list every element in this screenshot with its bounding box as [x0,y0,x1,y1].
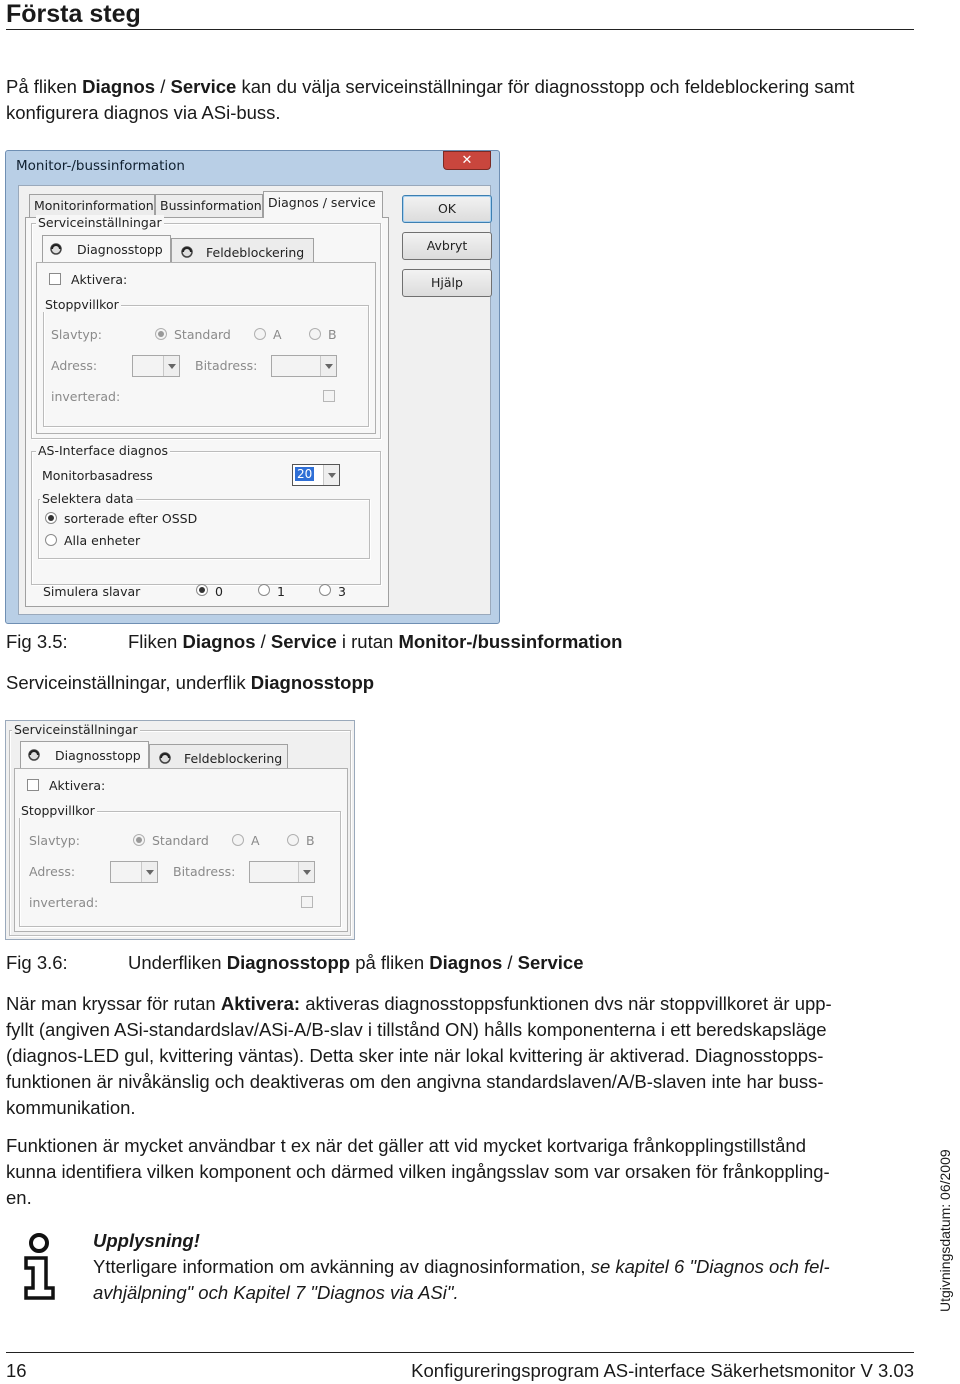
chevron-down-icon [320,356,336,376]
all-units-label: Alla enheter [64,533,141,548]
sort-ossd-label: sorterade efter OSSD [64,511,198,526]
diagnosstopp-panel [36,262,376,434]
adress-select[interactable] [132,355,180,377]
sub-intro: Serviceinställningar, underflik Diagnosstopp [6,672,375,693]
diagnosstopp-panel [14,768,348,932]
inverterad-label: inverterad: [29,895,99,910]
paragraph-activate: När man kryssar för rutan Aktivera: aktiveras diagnosstoppsfunktionen dvs när stoppvillkoret är upp- fyllt (angiven ASi-standardslav/ASi-A/B-slav i tillstånd ON) hålls komponenterna i ett beredskapsläge (diagnos-LED gul, kvittering väntas). Detta sker inte när lokal kvittering är aktiverad. Diagnosstopps- funktionen är nivåkänslig och deaktiveras om den angivna standardslaven/A/B-slaven inte har buss- kommunikation. [6,993,832,1118]
info-icon [22,1232,56,1300]
slavtyp-standard-label: Standard [152,833,209,848]
service-settings-legend: Serviceinställningar [38,215,162,230]
slavtyp-a-label: A [251,833,260,848]
tab-bussinformation[interactable]: Bussinformation [155,194,263,218]
bitadress-select[interactable] [249,861,315,883]
diagnos-service-panel [25,217,389,607]
subtab-diagnosstopp[interactable] [42,235,171,262]
inverterad-checkbox[interactable] [301,896,313,908]
ok-button[interactable]: OK [402,195,492,223]
slavtyp-b-label: B [306,833,315,848]
simulera-label: Simulera slavar [43,584,141,599]
caption-fig-3-5: Fig 3.5: Fliken Diagnos / Service i rutan Monitor-/bussinformation [6,631,623,652]
slavtyp-b-label: B [328,327,337,342]
inverterad-checkbox[interactable] [323,390,335,402]
activate-checkbox[interactable] [49,273,61,285]
subtab-diagnosstopp-label: Diagnosstopp [55,748,141,763]
all-units-radio[interactable] [45,534,57,546]
activate-checkbox[interactable] [27,779,39,791]
diagnosstopp-screenshot [5,720,355,940]
page-number: 16 [6,1360,27,1381]
chevron-down-icon [323,465,339,485]
simulera-1-label: 1 [277,584,285,599]
bitadress-select[interactable] [271,355,337,377]
publication-date: Utgivningsdatum: 06/2009 [937,1149,953,1312]
selektera-legend: Selektera data [42,491,134,506]
subtab-feldeblockering[interactable] [149,744,288,768]
slavtyp-b-radio[interactable] [309,328,321,340]
inverterad-label: inverterad: [51,389,121,404]
sort-ossd-radio[interactable] [45,512,57,524]
adress-label: Adress: [29,864,76,879]
simulera-1-radio[interactable] [258,584,270,596]
heading-rule [6,29,914,30]
page-heading: Första steg [6,0,141,28]
diagnosis-icon [158,751,174,765]
stop-conditions-legend: Stoppvillkor [21,803,95,818]
stop-conditions-legend: Stoppvillkor [45,297,119,312]
subtab-feldeblockering-label: Feldeblockering [206,245,305,260]
caption-fig-3-6: Fig 3.6: Underfliken Diagnosstopp på fliken Diagnos / Service [6,952,584,973]
subtab-diagnosstopp-label: Diagnosstopp [77,242,163,257]
slavtyp-a-radio[interactable] [254,328,266,340]
note-block: Upplysning! Ytterligare information om avkänning av diagnosinformation, se kapitel 6 "Diagnos och fel- avhjälpning" och Kapitel 7 "Diagnos via ASi". [93,1230,830,1303]
bitadress-label: Bitadress: [173,864,236,879]
simulera-0-radio[interactable] [196,584,208,596]
close-icon: ✕ [461,153,473,168]
close-button[interactable] [443,151,491,170]
slavtyp-standard-label: Standard [174,327,231,342]
diagnosis-icon [180,245,196,259]
adress-select[interactable] [110,861,158,883]
slavtyp-label: Slavtyp: [51,327,102,342]
caption-label: Fig 3.6: [6,952,68,973]
paragraph-function: Funktionen är mycket användbar t ex när det gäller att vid mycket kortvariga frånkopplingstillstånd kunna identifiera vilken komponent och därmed vilken ingångsslav som var orsaken för frånkoppling- en. [6,1135,830,1208]
monitorbas-label: Monitorbasadress [42,468,153,483]
simulera-3-radio[interactable] [319,584,331,596]
activate-label: Aktivera: [71,272,128,287]
footer-rule [6,1352,914,1353]
service-settings-legend: Serviceinställningar [14,722,138,737]
tab-diagnos-service[interactable]: Diagnos / service [263,191,383,218]
chevron-down-icon [298,862,314,882]
footer-document-title: Konfigureringsprogram AS-interface Säkerhetsmonitor V 3.03 [411,1360,914,1381]
monitorbas-select[interactable] [292,464,340,486]
cancel-button[interactable]: Avbryt [402,232,492,260]
subtab-feldeblockering[interactable] [171,238,314,262]
monitor-dialog [5,150,500,624]
simulera-3-label: 3 [338,584,346,599]
chevron-down-icon [163,356,179,376]
chevron-down-icon [141,862,157,882]
slavtyp-a-radio[interactable] [232,834,244,846]
dialog-title: Monitor-/bussinformation [16,158,185,174]
subtab-diagnosstopp[interactable] [20,741,149,768]
adress-label: Adress: [51,358,98,373]
slavtyp-standard-radio[interactable] [133,834,145,846]
subtab-feldeblockering-label: Feldeblockering [184,751,283,766]
diagnosis-icon [27,748,43,762]
slavtyp-standard-radio[interactable] [155,328,167,340]
asi-diagnos-legend: AS-Interface diagnos [38,443,169,458]
slavtyp-b-radio[interactable] [287,834,299,846]
simulera-0-label: 0 [215,584,223,599]
monitorbas-value: 20 [297,467,313,481]
activate-label: Aktivera: [49,778,106,793]
selektera-group [38,499,370,559]
slavtyp-label: Slavtyp: [29,833,80,848]
intro-paragraph: På fliken Diagnos / Service kan du välja serviceinställningar för diagnosstopp och feldeblockering samt konfigurera diagnos via ASi-buss. [6,76,855,123]
caption-label: Fig 3.5: [6,631,68,652]
diagnosis-icon [49,242,65,256]
bitadress-label: Bitadress: [195,358,258,373]
tab-monitorinformation[interactable]: Monitorinformation [29,194,155,218]
note-title: Upplysning! [93,1230,200,1251]
help-button[interactable]: Hjälp [402,269,492,297]
slavtyp-a-label: A [273,327,282,342]
dialog-client [18,185,491,615]
